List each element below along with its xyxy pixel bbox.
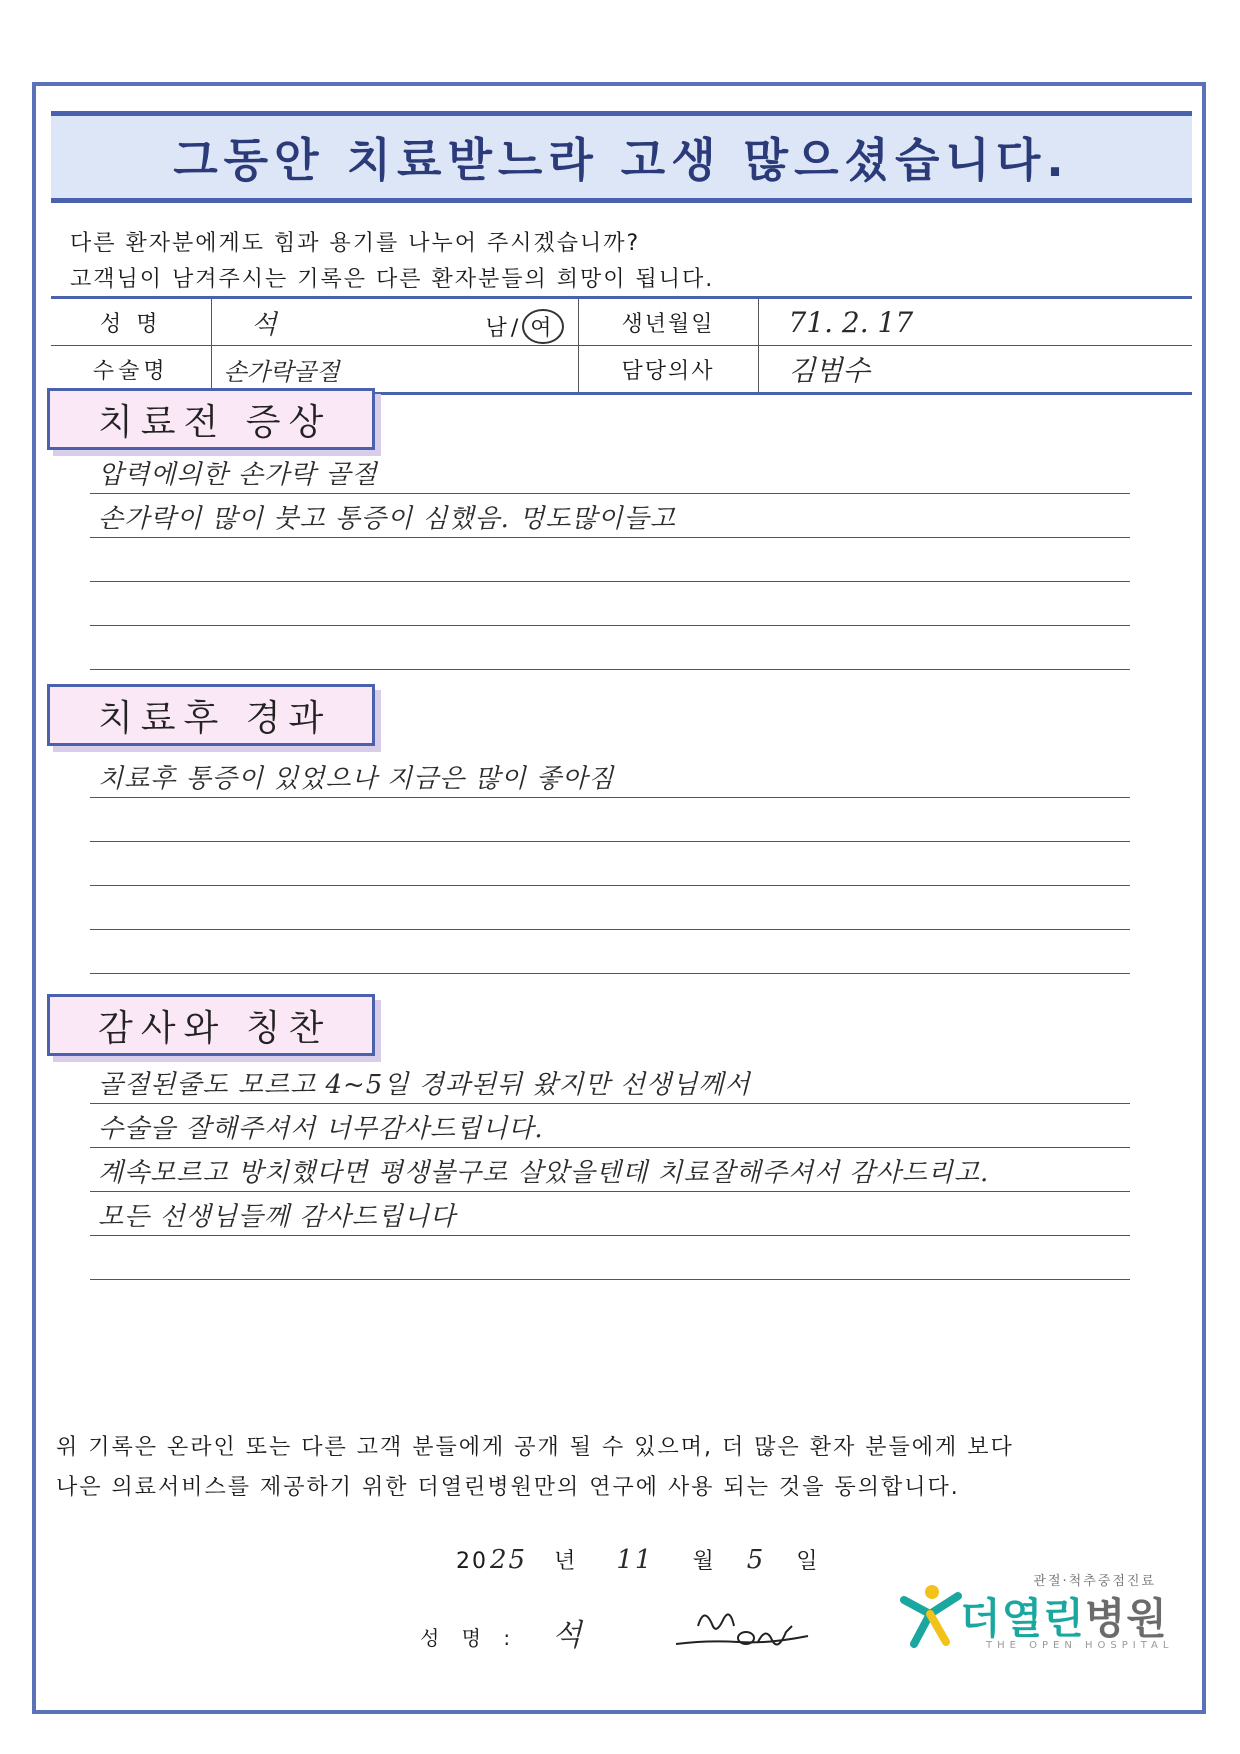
before-line[interactable] [90, 538, 1130, 582]
section-after-title: 치료후 경과 [98, 697, 332, 739]
signature-line [420, 1610, 581, 1654]
intro-line: 고객님이 남겨주시는 기록은 다른 환자분들의 희망이 됩니다. [70, 267, 715, 292]
signature-name[interactable]: 석 [552, 1618, 582, 1653]
name-field[interactable] [211, 298, 578, 346]
name-value: 석 [251, 309, 277, 340]
logo-name-part1: 더열린 [960, 1594, 1085, 1643]
sex-male-option: 남 [485, 316, 511, 341]
patient-info-table [51, 296, 1192, 395]
consent-text [56, 1428, 1014, 1508]
after-line[interactable] [90, 754, 1130, 798]
birth-label: 생년월일 [578, 298, 758, 346]
consent-line: 위 기록은 온라인 또는 다른 고객 분들에게 공개 될 수 있으며, 더 많은 환자 분들에게 보다 [56, 1435, 1014, 1460]
sex-separator: / [510, 316, 523, 341]
thanks-line-text: 수술을 잘해주셔서 너무감사드립니다. [98, 1114, 544, 1144]
hospital-logo [900, 1570, 1174, 1660]
intro-text [70, 226, 714, 298]
sex-selector[interactable] [486, 309, 564, 344]
logo-figure-icon [900, 1582, 962, 1648]
title-banner [51, 111, 1192, 203]
thanks-line-text: 모든 선생님들께 감사드립니다 [98, 1202, 457, 1232]
before-line[interactable] [90, 582, 1130, 626]
doctor-value: 김범수 [788, 354, 870, 387]
after-line[interactable] [90, 886, 1130, 930]
after-line[interactable] [90, 842, 1130, 886]
logo-english-name: THE OPEN HOSPITAL [986, 1640, 1174, 1651]
section-thanks-title: 감사와 칭찬 [98, 1007, 332, 1049]
logo-wordmark [960, 1586, 1168, 1646]
form-title: 그동안 치료받느라 고생 많으셨습니다. [173, 133, 1070, 187]
section-before-header [47, 388, 375, 450]
before-line[interactable] [90, 450, 1130, 494]
thanks-line[interactable] [90, 1236, 1130, 1280]
doctor-label: 담당의사 [578, 346, 758, 394]
thanks-line[interactable] [90, 1148, 1130, 1192]
intro-line: 다른 환자분에게도 힘과 용기를 나누어 주시겠습니까? [70, 231, 641, 256]
thanks-line-text: 계속모르고 방치했다면 평생불구로 살았을텐데 치료잘해주셔서 감사드리고. [98, 1158, 990, 1188]
thanks-line[interactable] [90, 1104, 1130, 1148]
signature-label: 성 명 : [420, 1626, 519, 1650]
before-line-text: 손가락이 많이 붓고 통증이 심했음. 멍도많이들고 [98, 504, 676, 534]
surgery-label: 수술명 [51, 346, 211, 394]
section-before-title: 치료전 증상 [98, 401, 332, 443]
after-line-text: 치료후 통증이 있었으나 지금은 많이 좋아짐 [98, 764, 615, 794]
handwritten-signature [668, 1596, 818, 1670]
before-line[interactable] [90, 626, 1130, 670]
surgery-value: 손가락골절 [223, 357, 340, 386]
birth-field[interactable] [758, 298, 1192, 346]
before-line[interactable] [90, 494, 1130, 538]
logo-name-part2: 병원 [1084, 1594, 1168, 1643]
section-after-header [47, 684, 375, 746]
date-month-label: 월 [692, 1549, 716, 1574]
name-label: 성 명 [51, 298, 211, 346]
thanks-line[interactable] [90, 1192, 1130, 1236]
thanks-line[interactable] [90, 1060, 1130, 1104]
before-line-text: 압력에의한 손가락 골절 [98, 460, 378, 490]
date-line [456, 1544, 820, 1575]
date-month[interactable]: 11 [616, 1545, 654, 1575]
birth-value: 71. 2. 17 [788, 305, 914, 339]
date-day-label: 일 [796, 1549, 820, 1574]
date-year[interactable]: 25 [490, 1545, 528, 1575]
consent-line: 나은 의료서비스를 제공하기 위한 더열린병원만의 연구에 사용 되는 것을 동의합니다. [56, 1475, 960, 1500]
logo-subtitle: 관절·척추중점진료 [1033, 1574, 1156, 1589]
section-thanks-header [47, 994, 375, 1056]
after-line[interactable] [90, 930, 1130, 974]
date-year-prefix: 20 [456, 1549, 488, 1574]
date-year-label: 년 [554, 1549, 578, 1574]
surgery-field[interactable] [211, 346, 578, 394]
thanks-line-text: 골절된줄도 모르고 4~5일 경과된뒤 왔지만 선생님께서 [98, 1070, 751, 1100]
doctor-field[interactable] [758, 346, 1192, 394]
after-line[interactable] [90, 798, 1130, 842]
date-day[interactable]: 5 [746, 1545, 766, 1575]
sex-female-option-selected: 여 [522, 309, 563, 344]
